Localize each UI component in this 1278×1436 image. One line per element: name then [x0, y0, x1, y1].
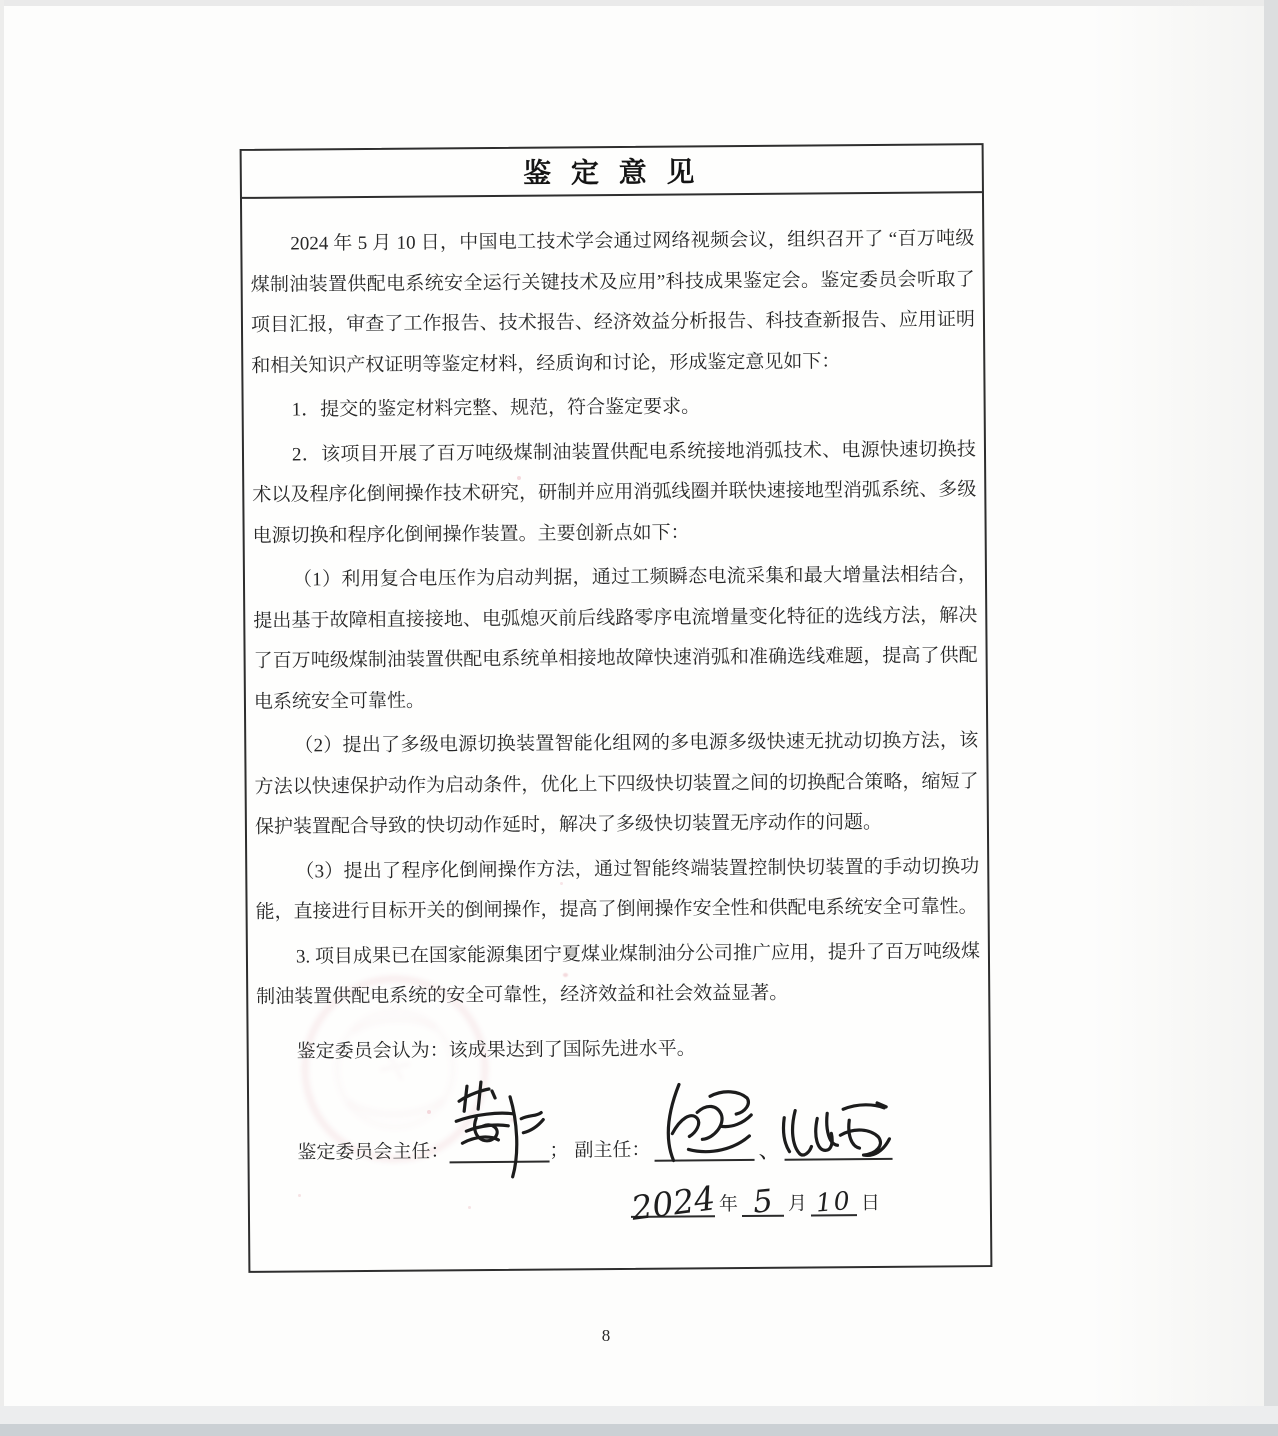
signature-date-row: [629, 1177, 982, 1228]
vice-chair-signature-2: [778, 1100, 892, 1163]
date-day-line: [811, 1178, 857, 1216]
vice-signature-line-1: [655, 1151, 755, 1162]
handwritten-month: 5: [751, 1183, 775, 1221]
chairman-signature: [451, 1078, 556, 1183]
year-suffix: 年: [718, 1194, 739, 1216]
day-suffix: 日: [860, 1192, 881, 1215]
appraisal-opinion-frame: [240, 143, 993, 1273]
signature-row: [297, 1137, 981, 1164]
page-title: 鉴 定 意 见: [523, 156, 701, 189]
paragraph-innovation-2: （2）提出了多级电源切换装置智能化组网的多电源多级快速无扰动切换方法，该方法以快速保护动作为启动条件，优化上下四级快切装置之间的切换配合策略，缩短了保护装置配合导致的快切动作延时，解决了多级快切装置无序动作的问题。: [254, 730, 979, 838]
conclusion-statement: 鉴定委员会认为：该成果达到了国际先进水平。: [296, 1037, 696, 1063]
vice-chairman-label: 副主任：: [574, 1139, 651, 1162]
scan-edge-bottom-light: [0, 1406, 1278, 1426]
handwritten-year: 2024: [629, 1178, 718, 1228]
paragraph-intro: 2024 年 5 月 10 日，中国电工技术学会通过网络视频会议，组织召开了 “百万吨级煤制油装置供配电系统安全运行关键技术及应用”科技成果鉴定会。鉴定委员会听取了项目汇报，审查了工作报告、技术报告、经济效益分析报告、科技查新报告、应用证明和相关知识产权证明等鉴定材料，经质询和讨论，形成鉴定意见如下：: [250, 228, 976, 377]
paragraph-innovation-3: （3）提出了程序化倒闸操作方法，通过智能终端装置控制快切装置的手动切换功能，直接进行目标开关的倒闸操作，提高了倒闸操作安全性和供配电系统安全可靠性。: [255, 855, 980, 923]
date-month-line: [742, 1179, 784, 1221]
paragraph-item-3: 3. 项目成果已在国家能源集团宁夏煤业煤制油分公司推广应用，提升了百万吨级煤制油装置供配电系统的安全可靠性，经济效益和社会效益显著。: [256, 940, 981, 1008]
names-separator: 、: [758, 1137, 781, 1163]
scan-edge-right: [1264, 0, 1278, 1436]
chairman-separator: ；: [549, 1140, 569, 1162]
scan-shadow-right: [1090, 0, 1264, 1436]
chairman-label: 鉴定委员会主任：: [297, 1141, 450, 1164]
vice-chair-signature-1: [650, 1081, 757, 1178]
paragraph-item-1: 1．提交的鉴定材料完整、规范，符合鉴定要求。: [291, 396, 701, 421]
vice-signature-line-2: [785, 1150, 893, 1161]
appraisal-body: [242, 193, 990, 1228]
scan-edge-bottom: [0, 1424, 1278, 1436]
month-suffix: 月: [787, 1193, 808, 1215]
page-number: 8: [601, 1326, 611, 1345]
paragraph-innovation-1: （1）利用复合电压作为启动判据，通过工频瞬态电流采集和最大增量法相结合，提出基于故障相直接接地、电弧熄灭前后线路零序电流增量变化特征的选线方法，解决了百万吨级煤制油装置供配电系统单相接地故障快速消弧和准确选线难题，提高了供配电系统安全可靠性。: [253, 564, 978, 713]
title-row: [242, 145, 982, 199]
scan-edge-top: [0, 0, 1278, 6]
chairman-signature-line: [450, 1153, 550, 1164]
date-year-line: [629, 1178, 718, 1228]
paragraph-item-2: 2．该项目开展了百万吨级煤制油装置供配电系统接地消弧技术、电源快速切换技术以及程序化倒闸操作技术研究，研制并应用消弧线圈并联快速接地型消弧系统、多级电源切换和程序化倒闸操作装置。主要创新点如下：: [252, 438, 977, 547]
scan-edge-left: [0, 0, 4, 1436]
handwritten-day: 10: [814, 1185, 853, 1218]
